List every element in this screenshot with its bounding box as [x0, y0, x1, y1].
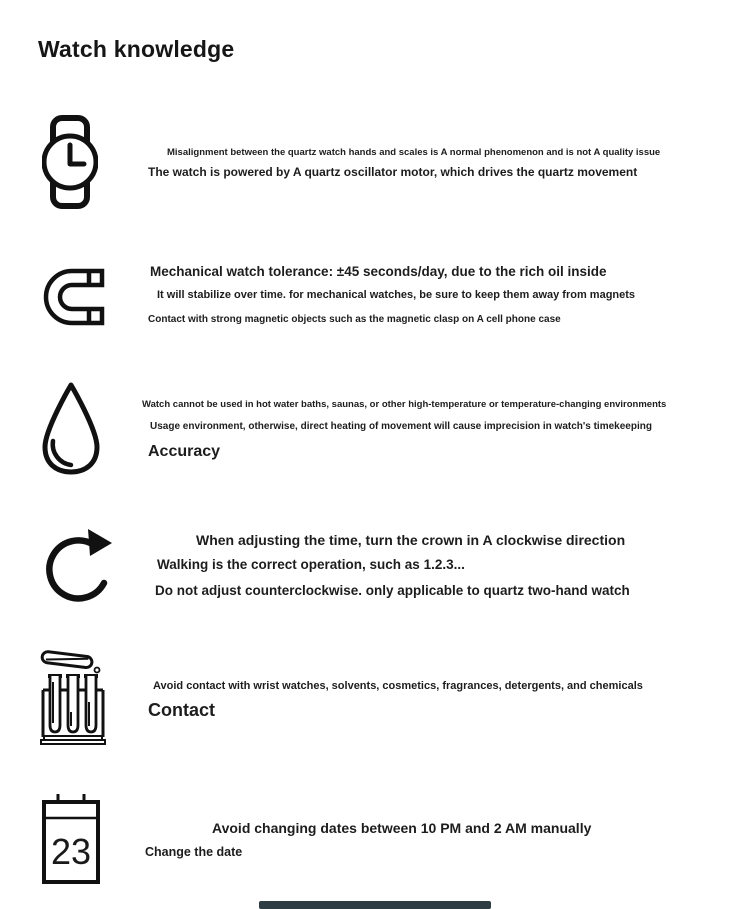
- text-line: When adjusting the time, turn the crown in A clockwise direction: [196, 532, 626, 548]
- text-line: It will stabilize over time. for mechanical watches, be sure to keep them away from magnets: [157, 289, 636, 301]
- text-line: Avoid changing dates between 10 PM and 2 AM manually: [212, 820, 592, 836]
- calendar-day-number: 23: [50, 831, 92, 872]
- accuracy-heading: Accuracy: [148, 443, 221, 460]
- text-line: The watch is powered by A quartz oscillator motor, which drives the quartz movement: [148, 165, 638, 179]
- text-line: Do not adjust counterclockwise. only applicable to quartz two-hand watch: [155, 583, 630, 598]
- text-line: Mechanical watch tolerance: ±45 seconds/day, due to the rich oil inside: [150, 264, 607, 279]
- water-drop-icon: [40, 381, 102, 476]
- magnet-icon: [42, 267, 106, 327]
- text-line: Walking is the correct operation, such as 1.2.3...: [157, 557, 465, 572]
- home-indicator-bar: [259, 901, 491, 909]
- calendar-icon: [40, 792, 102, 887]
- page-title: Watch knowledge: [38, 36, 235, 62]
- test-tubes-icon: [38, 648, 108, 746]
- clockwise-rotation-icon: [44, 526, 114, 608]
- contact-heading: Contact: [148, 700, 215, 720]
- text-line: Misalignment between the quartz watch hands and scales is A normal phenomenon and is not A quality issue: [167, 147, 661, 158]
- text-line: Watch cannot be used in hot water baths, saunas, or other high-temperature or temperature-changing environments: [142, 399, 667, 410]
- wristwatch-icon: [42, 114, 98, 210]
- text-line: Change the date: [145, 845, 243, 859]
- text-line: Usage environment, otherwise, direct heating of movement will cause imprecision in watch's timekeeping: [150, 421, 652, 432]
- text-line: Avoid contact with wrist watches, solvents, cosmetics, fragrances, detergents, and chemicals: [153, 680, 643, 692]
- text-line: Contact with strong magnetic objects such as the magnetic clasp on A cell phone case: [148, 314, 561, 325]
